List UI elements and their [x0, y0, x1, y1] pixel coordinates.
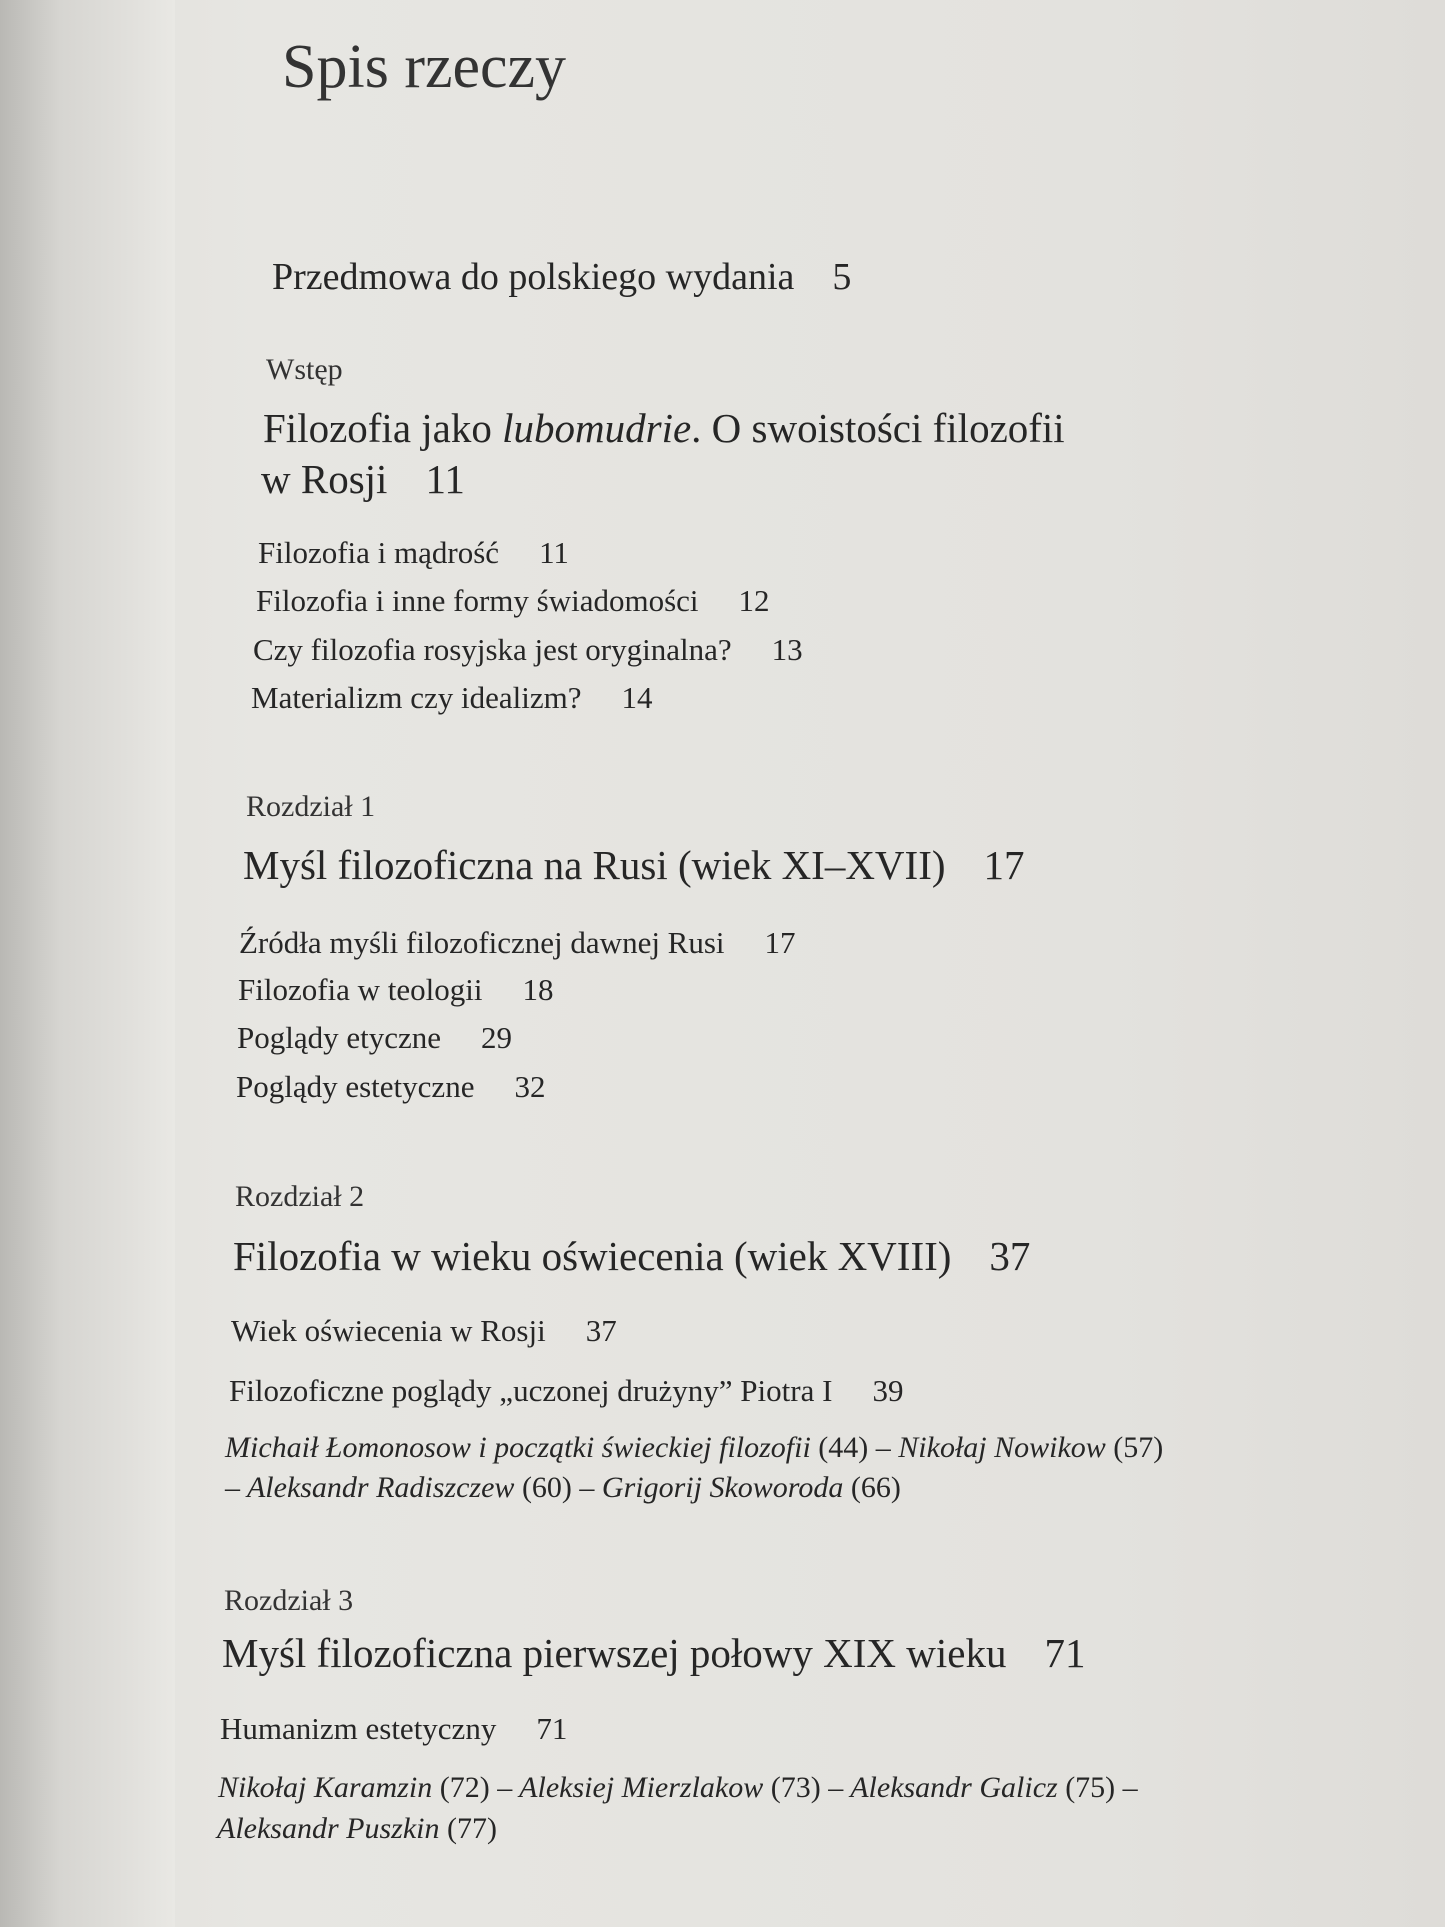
entry-page: 17: [983, 842, 1025, 888]
toc-section: Źródła myśli filozoficznej dawnej Rusi 17: [239, 925, 796, 960]
entry-page: 14: [621, 680, 653, 715]
entry-page: 37: [585, 1313, 617, 1348]
entry-page: 11: [539, 535, 569, 570]
entry-page: 29: [481, 1020, 513, 1055]
page-title: Spis rzeczy: [282, 33, 567, 101]
intro-label: Wstęp: [266, 353, 343, 386]
entry-page: 71: [536, 1711, 568, 1746]
entry-page: 18: [522, 972, 554, 1007]
entry-page: 5: [832, 256, 852, 298]
entry-page: 13: [771, 632, 803, 667]
toc-section: Poglądy estetyczne 32: [236, 1069, 546, 1104]
toc-names-line: Aleksandr Puszkin (77): [217, 1812, 497, 1845]
entry-page: 37: [989, 1233, 1031, 1279]
toc-entry-preface: [272, 255, 851, 299]
chapter-title: Myśl filozoficzna pierwszej połowy XIX wieku 71: [222, 1630, 1086, 1676]
toc-section: Humanizm estetyczny 71: [220, 1711, 568, 1746]
entry-page: 32: [514, 1069, 546, 1104]
entry-page: 12: [738, 583, 770, 618]
entry-page: 39: [872, 1373, 904, 1408]
entry-page: 71: [1044, 1630, 1086, 1676]
toc-section: Poglądy etyczne 29: [237, 1020, 513, 1055]
toc-section: Materializm czy idealizm? 14: [251, 680, 653, 715]
toc-names-line: Michaił Łomonosow i początki świeckiej filozofii (44) – Nikołaj Nowikow (57): [225, 1431, 1164, 1464]
chapter-label: Rozdział 1: [246, 790, 376, 823]
toc-section: Wiek oświecenia w Rosji 37: [231, 1313, 617, 1348]
chapter-label: Rozdział 3: [224, 1584, 354, 1617]
intro-title-line1: Filozofia jako lubomudrie. O swoistości filozofii: [263, 405, 1065, 451]
toc-section: Filozofia i mądrość 11: [258, 535, 569, 570]
toc-section: Filozofia w teologii 18: [238, 972, 554, 1007]
entry-page: 17: [764, 925, 796, 960]
entry-text: Przedmowa do polskiego wydania: [272, 256, 795, 298]
toc-section: Filozoficzne poglądy „uczonej drużyny” Piotra I 39: [229, 1373, 904, 1408]
toc-section: Czy filozofia rosyjska jest oryginalna? 13: [253, 632, 803, 667]
entry-page: 11: [425, 456, 465, 502]
toc-names-line: Nikołaj Karamzin (72) – Aleksiej Mierzlakow (73) – Aleksandr Galicz (75) –: [218, 1771, 1138, 1804]
toc-names-line: – Aleksandr Radiszczew (60) – Grigorij Skoworoda (66): [225, 1471, 901, 1504]
intro-title-line2: w Rosji 11: [261, 456, 465, 502]
chapter-label: Rozdział 2: [235, 1180, 365, 1213]
chapter-title: Filozofia w wieku oświecenia (wiek XVIII) 37: [233, 1233, 1031, 1279]
chapter-title: Myśl filozoficzna na Rusi (wiek XI–XVII) 17: [243, 842, 1025, 888]
intro-title-italic: lubomudrie: [502, 405, 692, 451]
toc-section: Filozofia i inne formy świadomości 12: [256, 583, 770, 618]
